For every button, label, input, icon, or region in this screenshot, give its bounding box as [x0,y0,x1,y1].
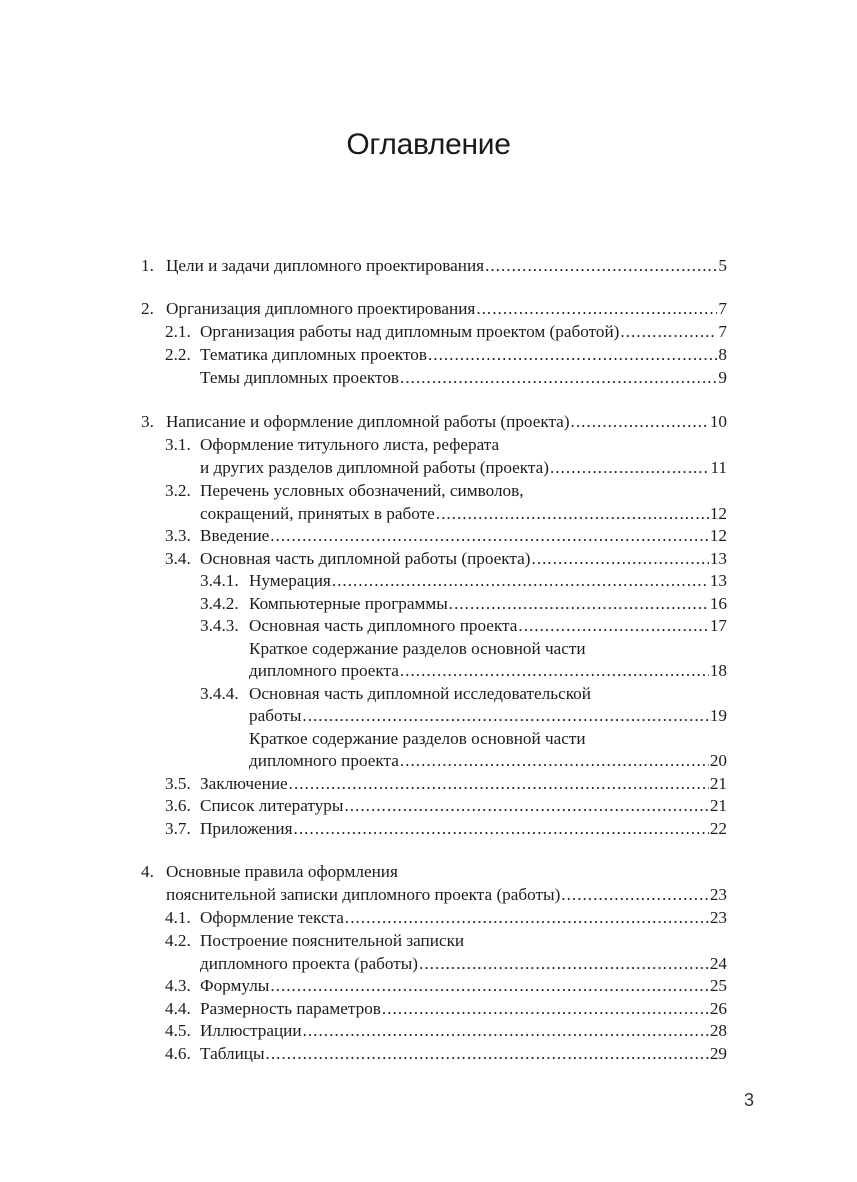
toc-entry-page: 9 [718,368,727,387]
toc-entry-page: 5 [718,256,727,275]
dot-leader [518,615,708,637]
toc-entry [200,525,727,547]
toc-entry [200,321,727,343]
toc-entry-page: 23 [709,908,727,927]
toc-entry-label: Список литературы [200,796,344,815]
toc-entry [200,1020,727,1042]
toc-entry-label: Краткое содержание разделов основной части [249,729,586,748]
toc-entry-page: 12 [709,526,727,545]
toc-entry-continuation [200,457,727,479]
toc-entry-label: Иллюстрации [200,1021,302,1040]
toc-entry-label-continued: работы [249,706,302,725]
dot-leader [345,907,709,929]
page-title: Оглавление [346,128,511,161]
toc-entry-label: Организация дипломного проектирования [166,299,476,318]
toc-entry-number: 4.3. [165,976,191,995]
toc-entry-number: 3.3. [165,526,191,545]
toc-entry [249,593,727,615]
toc-entry-number: 3.5. [165,774,191,793]
toc-entry-number: 4.2. [165,931,191,950]
toc-entry [200,367,727,389]
toc-entry-label-continued: дипломного проекта [249,751,399,770]
toc-entry-label: Перечень условных обозначений, символов, [200,481,524,500]
dot-leader [270,525,709,547]
dot-leader [344,795,708,817]
toc-entry-number: 3.4.4. [200,684,239,703]
toc-entry-continuation [200,503,727,525]
toc-entry-label: Организация работы над дипломным проектом (работой) [200,322,620,341]
toc-entry-number: 3.6. [165,796,191,815]
toc-entry-number: 3.4.2. [200,594,239,613]
toc-entry-number: 3. [141,412,154,431]
dot-leader [571,411,709,433]
toc-entry-continuation [166,884,727,906]
toc-entry-label: Основные правила оформления [166,862,398,881]
toc-entry-number: 2.1. [165,322,191,341]
toc-entry-label: Размерность параметров [200,999,381,1018]
dot-leader [400,750,709,772]
dot-leader [302,705,708,727]
toc-entry [200,795,727,817]
toc-entry [249,570,727,592]
toc-entry-label-continued: пояснительной записки дипломного проекта (работы) [166,885,561,904]
toc-entry-page: 20 [709,751,727,770]
dot-leader [294,818,709,840]
toc-entry-page: 7 [718,299,727,318]
dot-leader [303,1020,709,1042]
toc-entry-label: Темы дипломных проектов [200,368,400,387]
toc-entry-page: 11 [710,458,727,477]
toc-entry-label-continued: дипломного проекта (работы) [200,954,418,973]
toc-entry-number: 2. [141,299,154,318]
toc-entry-label-continued: дипломного проекта [249,661,399,680]
dot-leader [532,548,709,570]
toc-entry-label: Цели и задачи дипломного проектирования [166,256,485,275]
dot-leader [419,953,709,975]
toc-entry [200,975,727,997]
toc-entry-page: 16 [709,594,727,613]
toc-entry-label-continued: и других разделов дипломной работы (проекта) [200,458,549,477]
dot-leader [332,570,709,592]
toc-entry-label: Основная часть дипломного проекта [249,616,518,635]
toc-entry-number: 4.5. [165,1021,191,1040]
dot-leader [382,998,709,1020]
toc-entry-label: Введение [200,526,270,545]
toc-entry [200,818,727,840]
toc-entry-page: 26 [709,999,727,1018]
dot-leader [428,344,717,366]
toc-entry-label: Основная часть дипломной исследовательской [249,684,591,703]
toc-entry-label: Построение пояснительной записки [200,931,465,950]
dot-leader [561,884,709,906]
toc-entry [200,344,727,366]
toc-entry [200,1043,727,1065]
toc-entry-page: 10 [709,412,727,431]
dot-leader [289,773,709,795]
toc-entry-label: Заключение [200,774,288,793]
toc-entry-number: 2.2. [165,345,191,364]
toc-entry-continuation [249,705,727,727]
toc-entry-continuation [200,953,727,975]
dot-leader [400,367,717,389]
dot-leader [485,255,717,277]
toc-entry-label: Тематика дипломных проектов [200,345,427,364]
toc-entry [200,998,727,1020]
toc-entry-label: Формулы [200,976,270,995]
toc-entry-page: 25 [709,976,727,995]
toc-entry-label: Основная часть дипломной работы (проекта) [200,549,531,568]
toc-entry-page: 7 [718,322,727,341]
toc-entry-label: Таблицы [200,1044,265,1063]
toc-entry [200,548,727,570]
toc-entry-continuation [249,660,727,682]
toc-entry-page: 21 [709,774,727,793]
dot-leader [270,975,708,997]
toc-entry-number: 3.4.1. [200,571,239,590]
toc-entry-label: Оформление титульного листа, реферата [200,435,500,454]
dot-leader [620,321,717,343]
toc-entry [200,907,727,929]
page-number: 3 [744,1090,755,1110]
toc-entry-page: 13 [709,571,727,590]
toc-entry-page: 21 [709,796,727,815]
toc-entry-page: 28 [709,1021,727,1040]
toc-entry-page: 22 [709,819,727,838]
toc-entry [249,615,727,637]
toc-entry-label-continued: сокращений, принятых в работе [200,504,435,523]
toc-entry-page: 18 [709,661,727,680]
toc-entry [166,255,727,277]
toc-entry-number: 3.7. [165,819,191,838]
toc-entry [166,411,727,433]
toc-entry-number: 3.4. [165,549,191,568]
toc-entry [200,773,727,795]
toc-entry-page: 29 [709,1044,727,1063]
toc-entry-page: 17 [709,616,727,635]
toc-entry [166,298,727,320]
toc-entry-page: 8 [718,345,727,364]
toc-entry-page: 12 [709,504,727,523]
toc-entry-number: 4.6. [165,1044,191,1063]
dot-leader [436,503,709,525]
toc-entry-page: 13 [709,549,727,568]
toc-entry-number: 3.4.3. [200,616,239,635]
toc-entry-label: Написание и оформление дипломной работы (проекта) [166,412,570,431]
toc-entry-page: 23 [709,885,727,904]
dot-leader [400,660,709,682]
toc-entry-label: Нумерация [249,571,331,590]
toc-entry-number: 3.1. [165,435,191,454]
toc-entry-page: 19 [709,706,727,725]
toc-entry-label: Компьютерные программы [249,594,448,613]
dot-leader [550,457,709,479]
dot-leader [449,593,709,615]
toc-entry-continuation [249,750,727,772]
toc-entry-number: 4.1. [165,908,191,927]
toc-entry-number: 4.4. [165,999,191,1018]
toc-entry-label: Приложения [200,819,293,838]
toc-entry-number: 3.2. [165,481,191,500]
dot-leader [476,298,717,320]
toc-entry-page: 24 [709,954,727,973]
toc-entry-label: Оформление текста [200,908,344,927]
dot-leader [266,1043,709,1065]
toc-entry-number: 1. [141,256,154,275]
toc-entry-label: Краткое содержание разделов основной части [249,639,586,658]
toc-entry-number: 4. [141,862,154,881]
